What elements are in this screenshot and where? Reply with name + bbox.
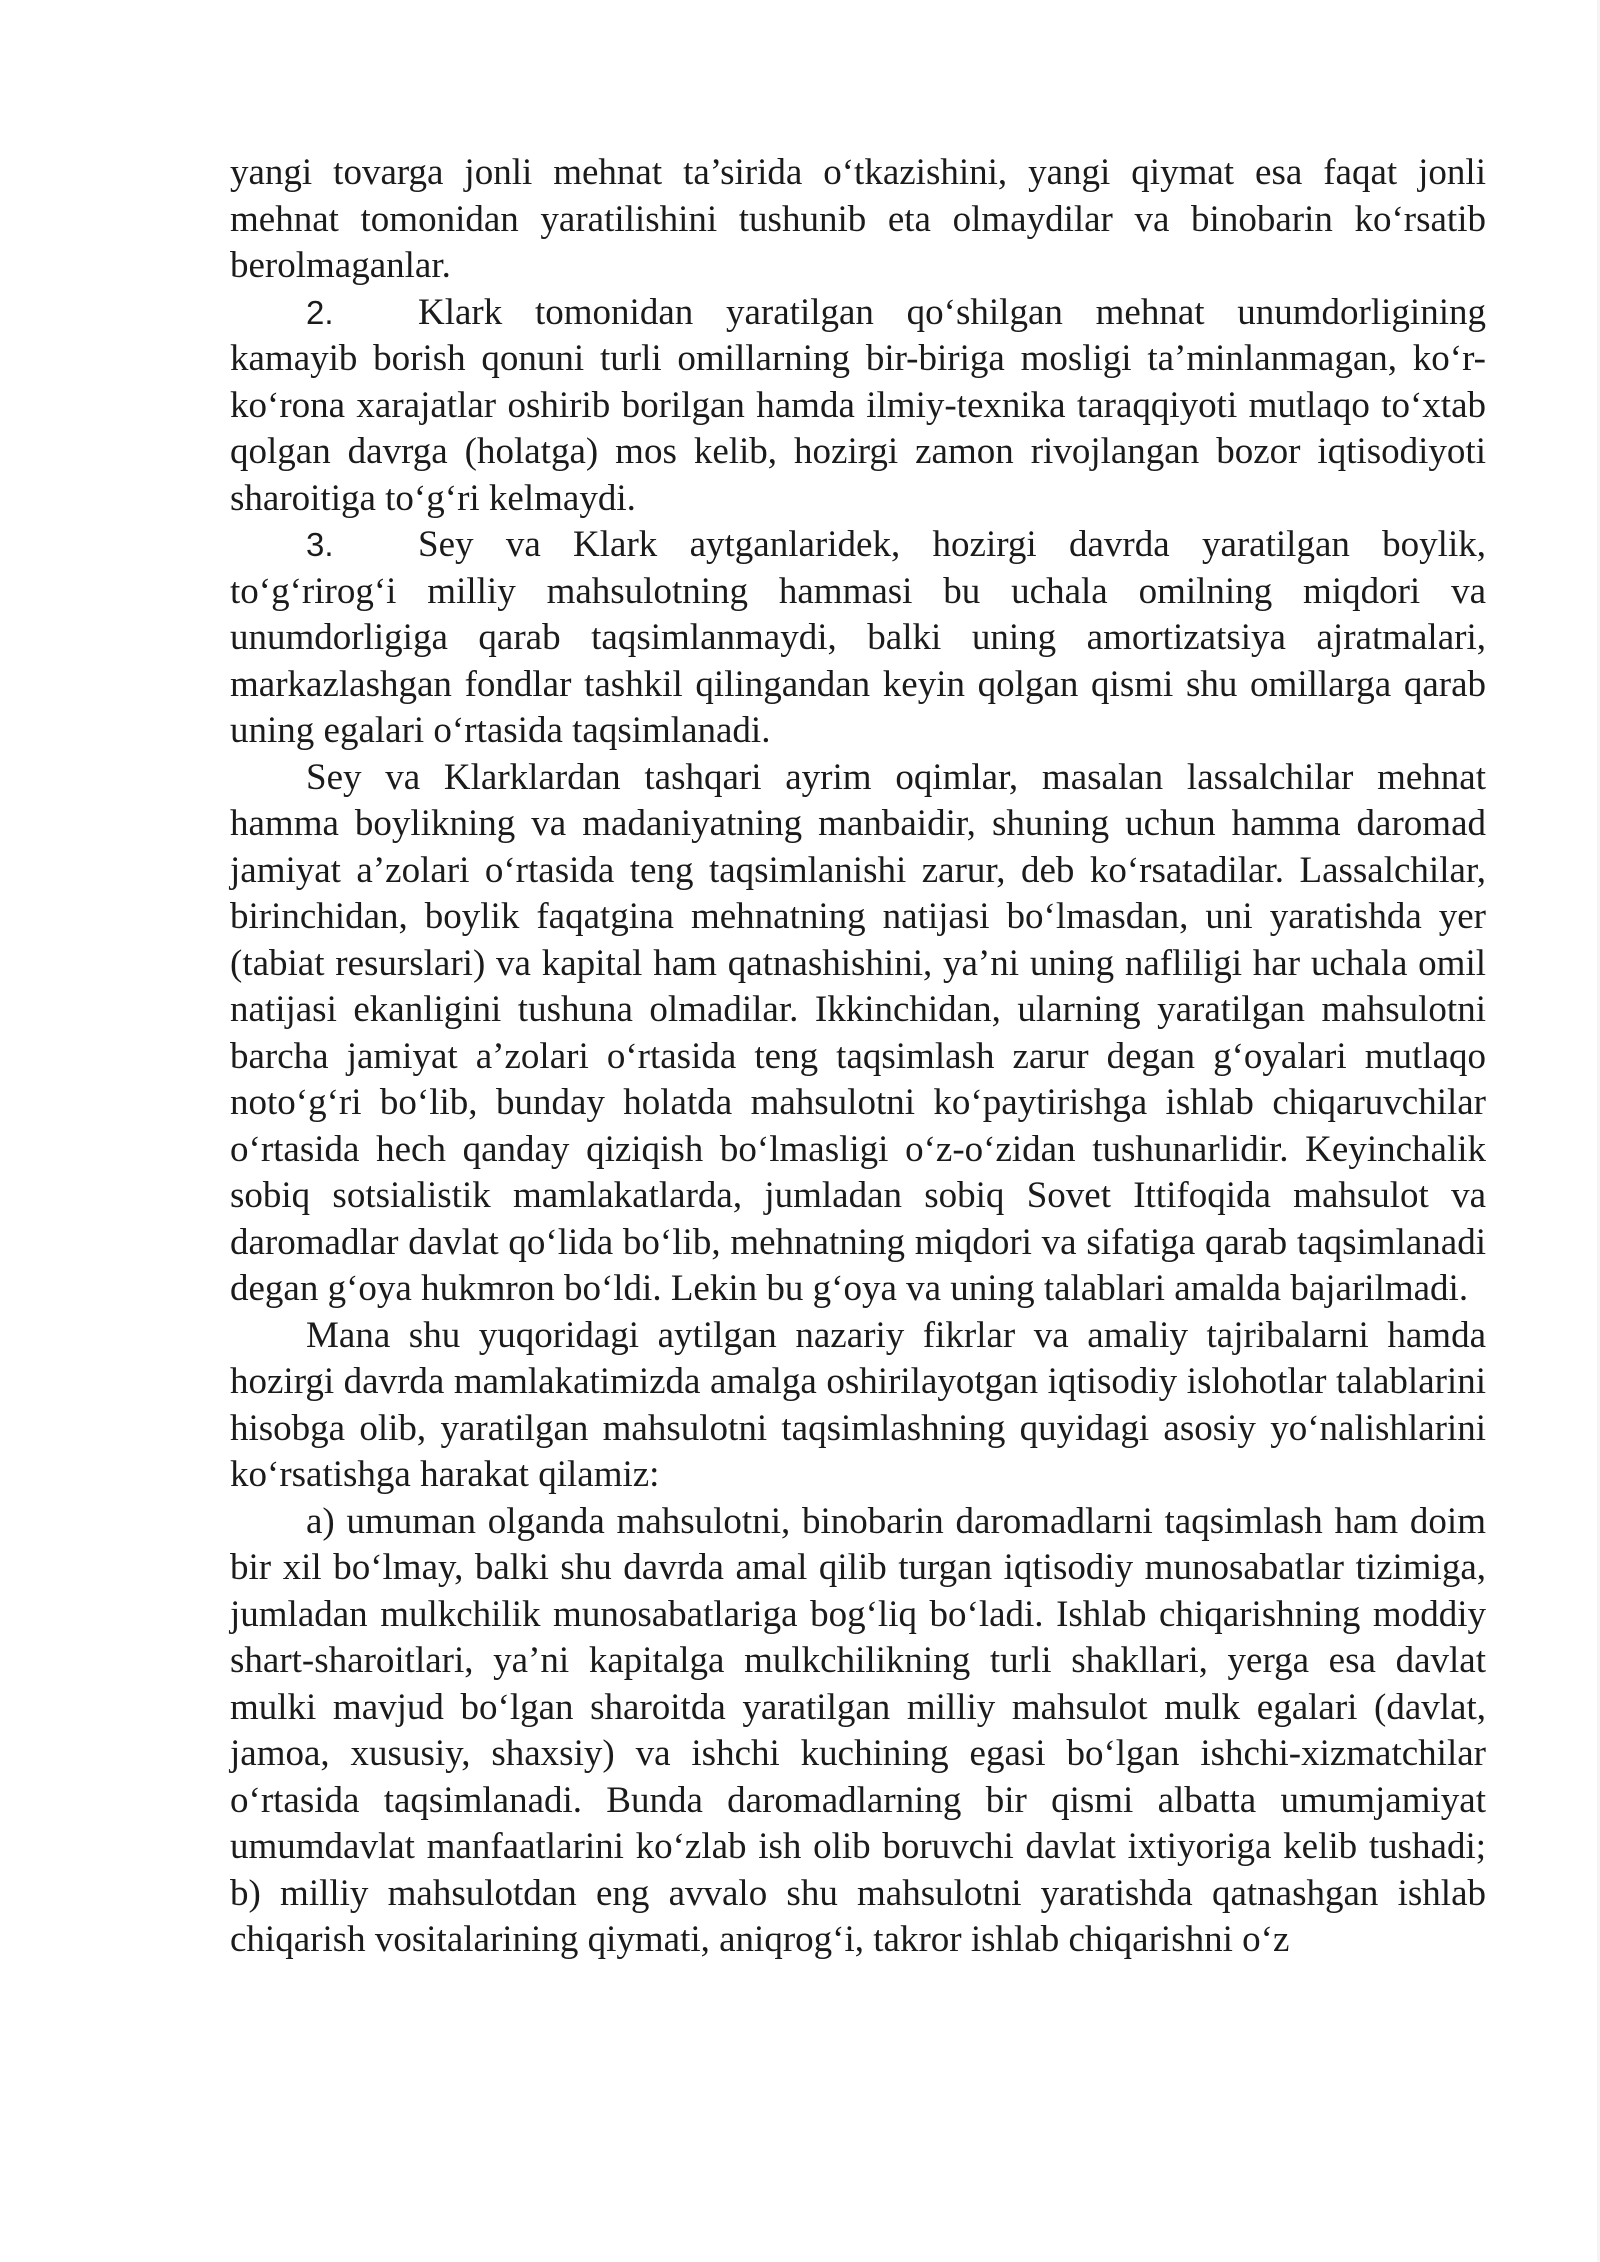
paragraph-text: Klark tomonidan yaratilgan qo‘shilgan mehnat unumdorligining kamayib borish qonuni turli omillarning bir-biriga mosligi ta’minlanmagan, ko‘r-ko‘rona xarajatlar oshirib borilgan hamda ilmiy-texnika taraqqiyoti mutlaqo to‘xtab qolgan davrga (holatga) mos kelib, hozirgi zamon rivojlangan bozor iqtisodiyoti sharoitiga to‘g‘ri kelmaydi. [230, 291, 1486, 519]
paragraph-nazariy-fikrlar: Mana shu yuqoridagi aytilgan nazariy fikrlar va amaliy tajribalarni hamda hozirgi davrda mamlakatimizda amalga oshirilayotgan iqtisodiy islohotlar talablarini hisobga olib, yaratilgan mahsulotni taqsimlashning quyidagi asosiy yo‘nalishlarini ko‘rsatishga harakat qilamiz: [230, 1314, 1486, 1495]
paragraph-taqsimlash-a: a) umuman olganda mahsulotni, binobarin daromadlarni taqsimlash ham doim bir xil bo‘lmay, balki shu davrda amal qilib turgan iqtisodiy munosabatlar tizimiga, jumladan mulkchilik munosabatlariga bog‘liq bo‘ladi. Ishlab chiqarishning moddiy shart-sharoitlari, ya’ni kapitalga mulkchilikning turli shakllari, yerga esa davlat mulki mavjud bo‘lgan sharoitda yaratilgan milliy mahsulot mulk egalari (davlat, jamoa, xususiy, shaxsiy) va ishchi kuchining egasi bo‘lgan ishchi-xizmatchilar o‘rtasida taqsimlanadi. Bunda daromadlarning bir qismi albatta umumjamiyat umumdavlat manfaatlarini ko‘zlab ish olib boruvchi davlat ixtiyoriga kelib tushadi; b) milliy mahsulotdan eng avvalo shu mahsulotni yaratishda qatnashgan ishlab chiqarish vositalarining qiymati, aniqrog‘i, takror ishlab chiqarishni o‘z [230, 1500, 1486, 1960]
numbered-paragraph-3 [230, 522, 1486, 755]
paragraph-lassalchilar: Sey va Klarklardan tashqari ayrim oqimlar, masalan lassalchilar mehnat hamma boylikning va madaniyatning manbaidir, shuning uchun hamma daromad jamiyat a’zolari o‘rtasida teng taqsimlanishi zarur, deb ko‘rsatadilar. Lassalchilar, birinchidan, boylik faqatgina mehnatning natijasi bo‘lmasdan, uni yaratishda yer (tabiat resurslari) va kapital ham qatnashishini, ya’ni uning nafliligi har uchala omil natijasi ekanligini tushuna olmadilar. Ikkinchidan, ularning yaratilgan mahsulotni barcha jamiyat a’zolari o‘rtasida teng taqsimlash zarur degan g‘oyalari mutlaqo noto‘g‘ri bo‘lib, bunday holatda mahsulotni ko‘paytirishga ishlab chiqaruvchilar o‘rtasida hech qanday qiziqish bo‘lmasligi o‘z-o‘zidan tushunarlidir. Keyinchalik sobiq sotsialistik mamlakatlarda, jumladan sobiq Sovet Ittifoqida mahsulot va daromadlar davlat qo‘lida bo‘lib, mehnatning miqdori va sifatiga qarab taqsimlanadi degan g‘oya hukmron bo‘ldi. Lekin bu g‘oya va uning talablari amalda bajarilmadi. [230, 756, 1486, 1309]
paragraph-continuation: yangi tovarga jonli mehnat ta’sirida o‘tkazishini, yangi qiymat esa faqat jonli mehnat tomonidan yaratilishini tushunib eta olmaydilar va binobarin ko‘rsatib berolmaganlar. [230, 152, 1486, 286]
list-number: 2. [306, 293, 334, 331]
document-page [230, 150, 1486, 1964]
numbered-paragraph-2 [230, 290, 1486, 523]
paragraph-text: Sey va Klark aytganlaridek, hozirgi davrda yaratilgan boylik, to‘g‘rirog‘i milliy mahsulotning hammasi bu uchala omilning miqdori va unumdorligiga qarab taqsimlanmaydi, balki uning amortizatsiya ajratmalari, markazlashgan fondlar tashkil qilingandan keyin qolgan qismi shu omillarga qarab uning egalari o‘rtasida taqsimlanadi. [230, 524, 1486, 751]
list-number: 3. [306, 526, 334, 563]
